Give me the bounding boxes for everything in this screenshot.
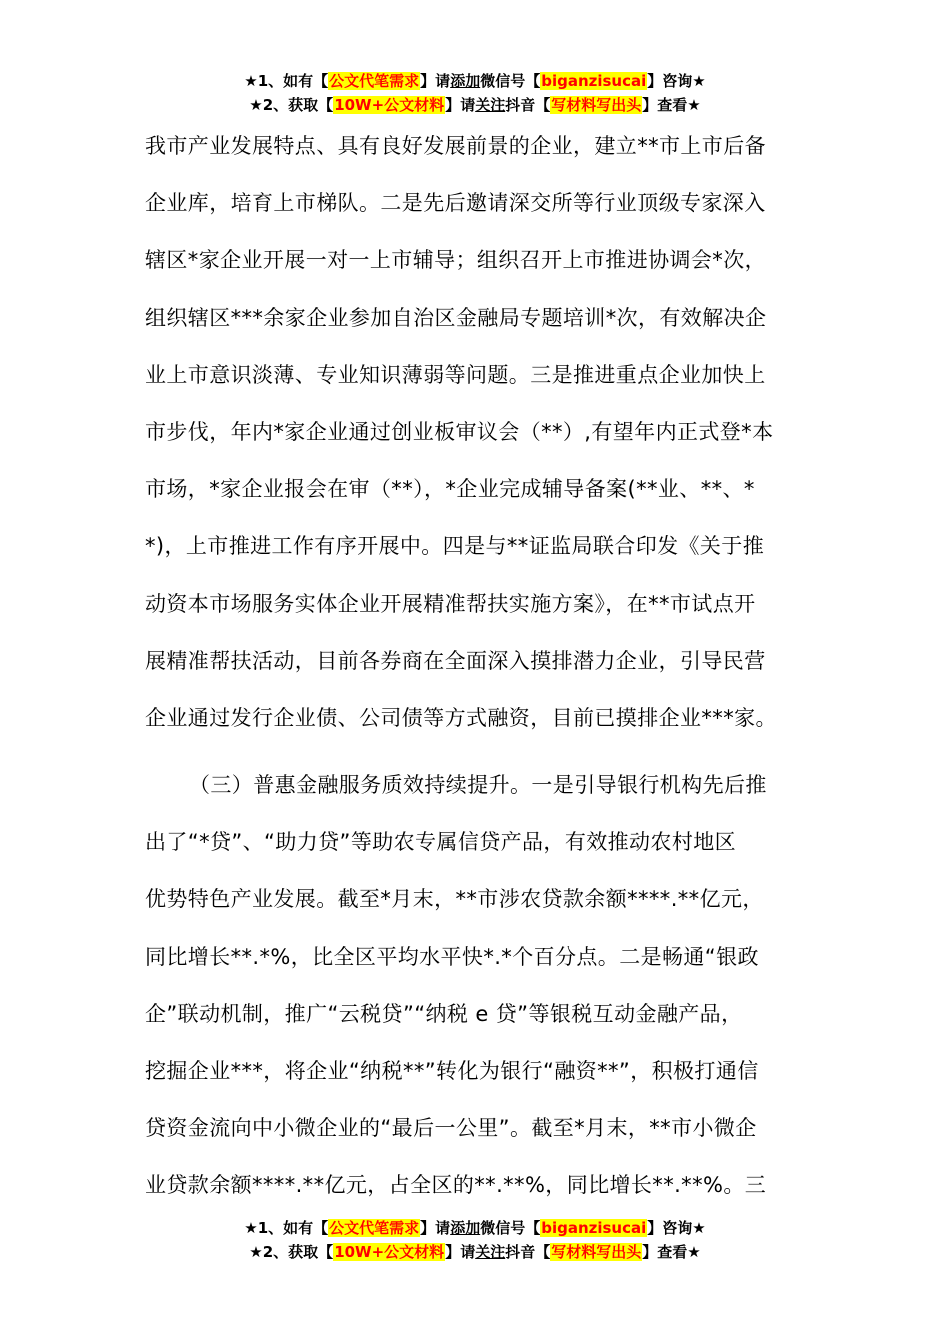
banner-highlight-service: 公文代笔需求 [329,1219,420,1237]
banner-highlight-douyin: 写材料写出头 [551,1243,642,1261]
text-line: 挖掘企业***，将企业“纳税**”转化为银行“融资**”，积极打通信 [145,1059,759,1083]
text-line: 动资本市场服务实体企业开展精准帮扶实施方案》，在**市试点开 [145,591,756,616]
text-line: （三）普惠金融服务质效持续提升。一是引导银行机构先后推 [189,773,767,798]
paragraph-capital-market [145,124,810,753]
banner-line-2-mid: 】请 [445,1243,476,1261]
banner-highlight-wechat-id: biganzisucai [541,72,647,90]
text-line: 企业库，培育上市梯队。二是先后邀请深交所等行业顶级专家深入 [145,191,766,216]
banner-line-2-prefix: ★2、获取【 [249,1243,334,1261]
banner-line-2-prefix: ★2、获取【 [249,96,334,114]
banner-underline-follow: 关注 [475,1243,506,1261]
text-line: 同比增长**.*%，比全区平均水平快*.*个百分点。二是畅通“银政 [145,944,759,969]
text-line: *)，上市推进工作有序开展中。四是与**证监局联合印发《关于推 [145,534,765,559]
banner-line-2-suffix: 】查看★ [642,1243,701,1261]
banner-highlight-wechat-id: biganzisucai [541,1219,647,1237]
banner-underline-add: 添加 [450,1219,481,1237]
text-line: 业贷款余额****.**亿元，占全区的**.**%，同比增长**.**%。三 [145,1173,767,1198]
banner-line-1-prefix: ★1、如有【 [244,72,329,90]
text-line: 出了“*贷”、“助力贷”等助农专属信贷产品，有效推动农村地区 [145,830,737,855]
text-line: 企”联动机制，推广“云税贷”“纳税 e 贷”等银税互动金融产品， [145,1001,743,1026]
banner-line-1-suffix: 】咨询★ [647,1219,706,1237]
banner-line-1-mid2: 微信号【 [480,1219,541,1237]
text-line: 我市产业发展特点、具有良好发展前景的企业，建立**市上市后备 [145,134,766,158]
text-line: 组织辖区***余家企业参加自治区金融局专题培训*次，有效解决企 [145,305,767,330]
document-body [145,124,810,1221]
banner-underline-follow: 关注 [475,96,506,114]
banner-line-1 [0,70,950,94]
banner-line-2-mid2: 抖音【 [505,96,551,114]
text-line: 展精准帮扶活动，目前各券商在全面深入摸排潜力企业，引导民营 [145,648,766,673]
banner-line-2-suffix: 】查看★ [642,96,701,114]
banner-line-2-mid2: 抖音【 [505,1243,551,1261]
banner-line-1-mid: 】请 [420,72,451,90]
banner-line-2 [0,1241,950,1265]
text-line: 市步伐，年内*家企业通过创业板审议会（**）,有望年内正式登*本 [145,419,774,444]
banner-line-1-prefix: ★1、如有【 [244,1219,329,1237]
banner-highlight-douyin: 写材料写出头 [551,96,642,114]
banner-highlight-service: 公文代笔需求 [329,72,420,90]
paragraph-inclusive-finance [145,763,810,1221]
banner-line-1-mid: 】请 [420,1219,451,1237]
banner-highlight-materials: 10W+公文材料 [334,96,445,114]
banner-highlight-materials: 10W+公文材料 [334,1243,445,1261]
text-line: 贷资金流向中小微企业的“最后一公里”。截至*月末，**市小微企 [145,1116,757,1141]
bottom-banner [0,1217,950,1265]
banner-line-1-mid2: 微信号【 [480,72,541,90]
text-line: 市场，*家企业报会在审（**），*企业完成辅导备案(**业、**、* [145,477,755,502]
text-line: 优势特色产业发展。截至*月末，**市涉农贷款余额****.**亿元， [145,887,764,912]
banner-underline-add: 添加 [450,72,481,90]
text-line: 企业通过发行企业债、公司债等方式融资，目前已摸排企业***家。 [145,705,777,730]
top-banner [0,70,950,118]
banner-line-2 [0,94,950,118]
banner-line-1 [0,1217,950,1241]
banner-line-2-mid: 】请 [445,96,476,114]
banner-line-1-suffix: 】咨询★ [647,72,706,90]
text-line: 业上市意识淡薄、专业知识薄弱等问题。三是推进重点企业加快上 [145,362,766,387]
text-line: 辖区*家企业开展一对一上市辅导；组织召开上市推进协调会*次， [145,248,766,273]
paragraph-gap [145,753,810,763]
